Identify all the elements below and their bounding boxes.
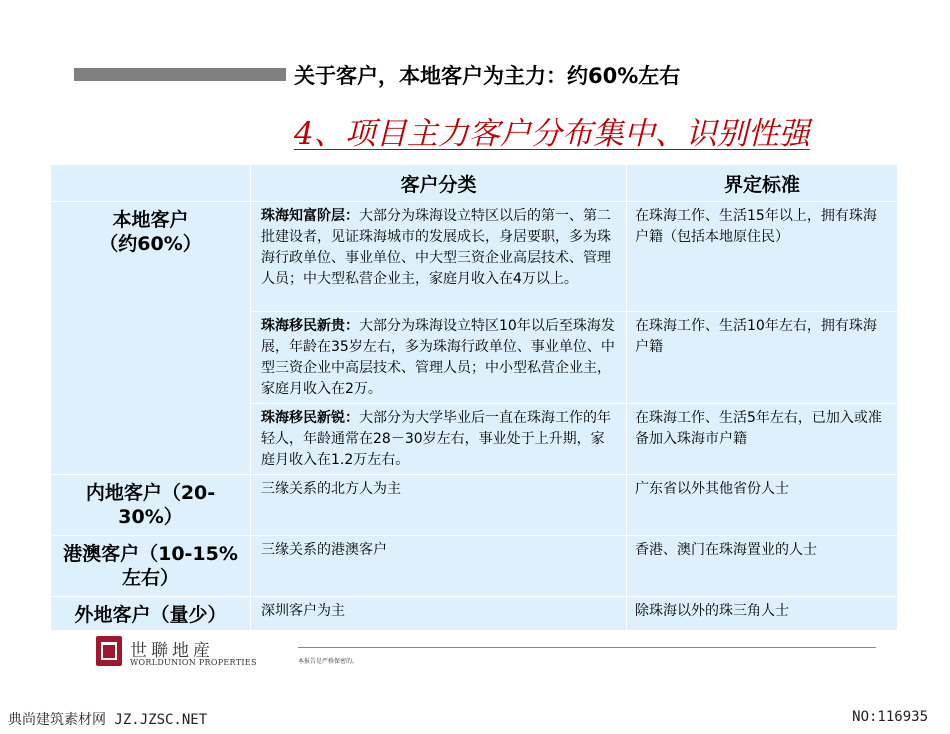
page-subtitle: 4、项目主力客户分布集中、识别性强 <box>294 116 810 152</box>
description-cell <box>251 312 627 404</box>
segment-text: 大部分为大学毕业后一直在珠海工作的年轻人，年龄通常在28－30岁左右，事业处于上升期，家庭月收入在1.2万左右。 <box>261 410 611 468</box>
segment-label: 珠海移民新贵： <box>261 318 359 334</box>
table-row <box>51 536 898 597</box>
company-name-zh: 世聯地産 <box>130 641 214 661</box>
table-row <box>51 475 898 536</box>
segment-text: 大部分为珠海设立特区10年以后至珠海发展，年龄在35岁左右，多为珠海行政单位、事业单位、中型三资企业中高层技术、管理人员；中小型私营企业主，家庭月收入在2万。 <box>261 318 615 397</box>
category-label: 港澳客户（10-15% <box>63 543 238 565</box>
column-header-category: 客户分类 <box>251 165 627 202</box>
watermark-site: 典尚建筑素材网 JZ.JZSC.NET <box>8 712 208 728</box>
table-row <box>51 202 898 312</box>
standard-cell: 在珠海工作、生活10年左右，拥有珠海户籍 <box>627 312 898 404</box>
standard-cell: 除珠海以外的珠三角人士 <box>627 597 898 631</box>
segment-label: 珠海移民新锐： <box>261 410 359 426</box>
category-cell-other-regions <box>51 597 251 631</box>
description-cell <box>251 404 627 475</box>
header-accent-bar <box>74 68 286 81</box>
standard-cell: 在珠海工作、生活5年左右，已加入或准备加入珠海市户籍 <box>627 404 898 475</box>
category-cell-inland <box>51 475 251 536</box>
category-share: 30%） <box>118 506 183 528</box>
table-header-row <box>51 165 898 202</box>
footer-divider <box>298 647 876 648</box>
confidential-note: 本报告是严格保密的。 <box>298 658 359 665</box>
description-cell: 深圳客户为主 <box>251 597 627 631</box>
description-cell: 三缘关系的北方人为主 <box>251 475 627 536</box>
column-header-empty <box>51 165 251 202</box>
category-share: （约60%） <box>99 233 202 255</box>
company-name-en: WORLDUNION PROPERTIES <box>130 658 257 667</box>
page-title: 关于客户，本地客户为主力：约60%左右 <box>294 64 681 88</box>
standard-cell: 广东省以外其他省份人士 <box>627 475 898 536</box>
segment-label: 珠海知富阶层： <box>261 208 359 224</box>
column-header-standard: 界定标准 <box>627 165 898 202</box>
description-cell <box>251 202 627 312</box>
customer-table <box>50 164 898 631</box>
worldunion-logo-icon <box>96 636 122 666</box>
category-share: 左右） <box>121 567 179 589</box>
standard-cell: 香港、澳门在珠海置业的人士 <box>627 536 898 597</box>
category-label: 本地客户 <box>112 209 189 231</box>
category-cell-hk-macau <box>51 536 251 597</box>
category-cell-local <box>51 202 251 475</box>
category-label: 内地客户（20- <box>85 482 216 504</box>
table-row <box>51 597 898 631</box>
standard-cell: 在珠海工作、生活15年以上，拥有珠海户籍（包括本地原住民） <box>627 202 898 312</box>
category-label: 外地客户（量少） <box>74 604 227 626</box>
watermark-number: NO:116935 <box>852 709 928 725</box>
segment-text: 大部分为珠海设立特区以后的第一、第二批建设者，见证珠海城市的发展成长，身居要职，多为珠海行政单位、事业单位、中大型三资企业高层技术、管理人员；中大型私营企业主，家庭月收入在4万以上。 <box>261 208 611 287</box>
description-cell: 三缘关系的港澳客户 <box>251 536 627 597</box>
